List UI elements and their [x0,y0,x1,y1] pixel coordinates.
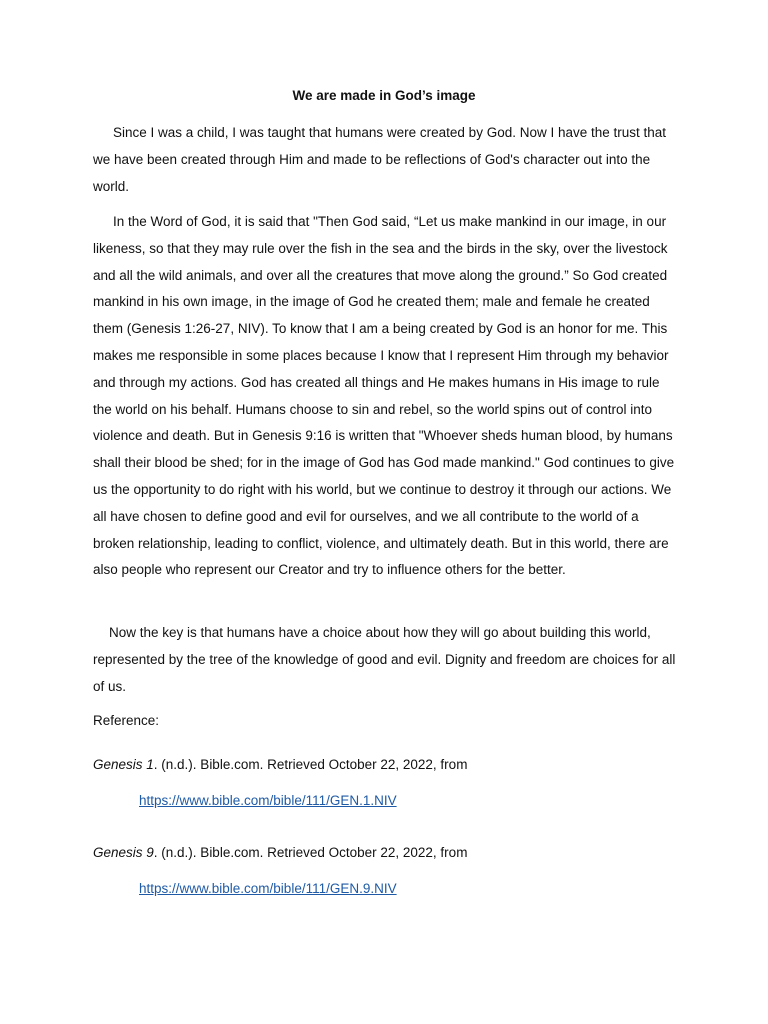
paragraph-2 [93,209,677,584]
reference-2-title: Genesis 9 [93,845,154,860]
paragraph-3-text: Now the key is that humans have a choice about how they will go about building this world, represented by the tree of the knowledge of good and evil. Dignity and freedom are choices for all of us. [93,625,676,694]
document-title: We are made in God’s image [292,88,476,103]
reference-heading: Reference: [93,713,160,728]
reference-2-link[interactable]: https://www.bible.com/bible/111/GEN.9.NIV [139,881,397,896]
reference-1-title: Genesis 1 [93,757,154,772]
reference-entry-2 [93,845,467,860]
paragraph-1 [93,120,677,200]
paragraph-2-text: In the Word of God, it is said that "Then God said, “Let us make mankind in our image, in our likeness, so that they may rule over the fish in the sea and the birds in the sky, over the livestock and all the wild animals, and over all the creatures that move along the ground.” So God created mankind in his own image, in the image of God he created them; male and female he created them (Genesis 1:26-27, NIV). To know that I am a being created by God is an honor for me. This makes me responsible in some places because I know that I represent Him through my behavior and through my actions. God has created all things and He makes humans in His image to rule the world on his behalf. Humans choose to sin and rebel, so the world spins out of control into violence and death. But in Genesis 9:16 is written that "Whoever sheds human blood, by humans shall their blood be shed; for in the image of God has God made mankind." God continues to give us the opportunity to do right with his world, but we continue to destroy it through our actions. We all have chosen to define good and evil for ourselves, and we all contribute to the world of a broken relationship, leading to conflict, violence, and ultimately death. But in this world, there are also people who represent our Creator and try to influence others for the better. [93,214,675,578]
reference-1-citation: . (n.d.). Bible.com. Retrieved October 22, 2022, from [153,757,468,772]
paragraph-1-text: Since I was a child, I was taught that humans were created by God. Now I have the trust that we have been created through Him and made to be reflections of God's character out into the world. [93,125,667,194]
reference-2-citation: . (n.d.). Bible.com. Retrieved October 22, 2022, from [153,845,468,860]
paragraph-3 [93,620,677,700]
reference-entry-1 [93,757,467,772]
reference-1-link[interactable]: https://www.bible.com/bible/111/GEN.1.NIV [139,793,397,808]
